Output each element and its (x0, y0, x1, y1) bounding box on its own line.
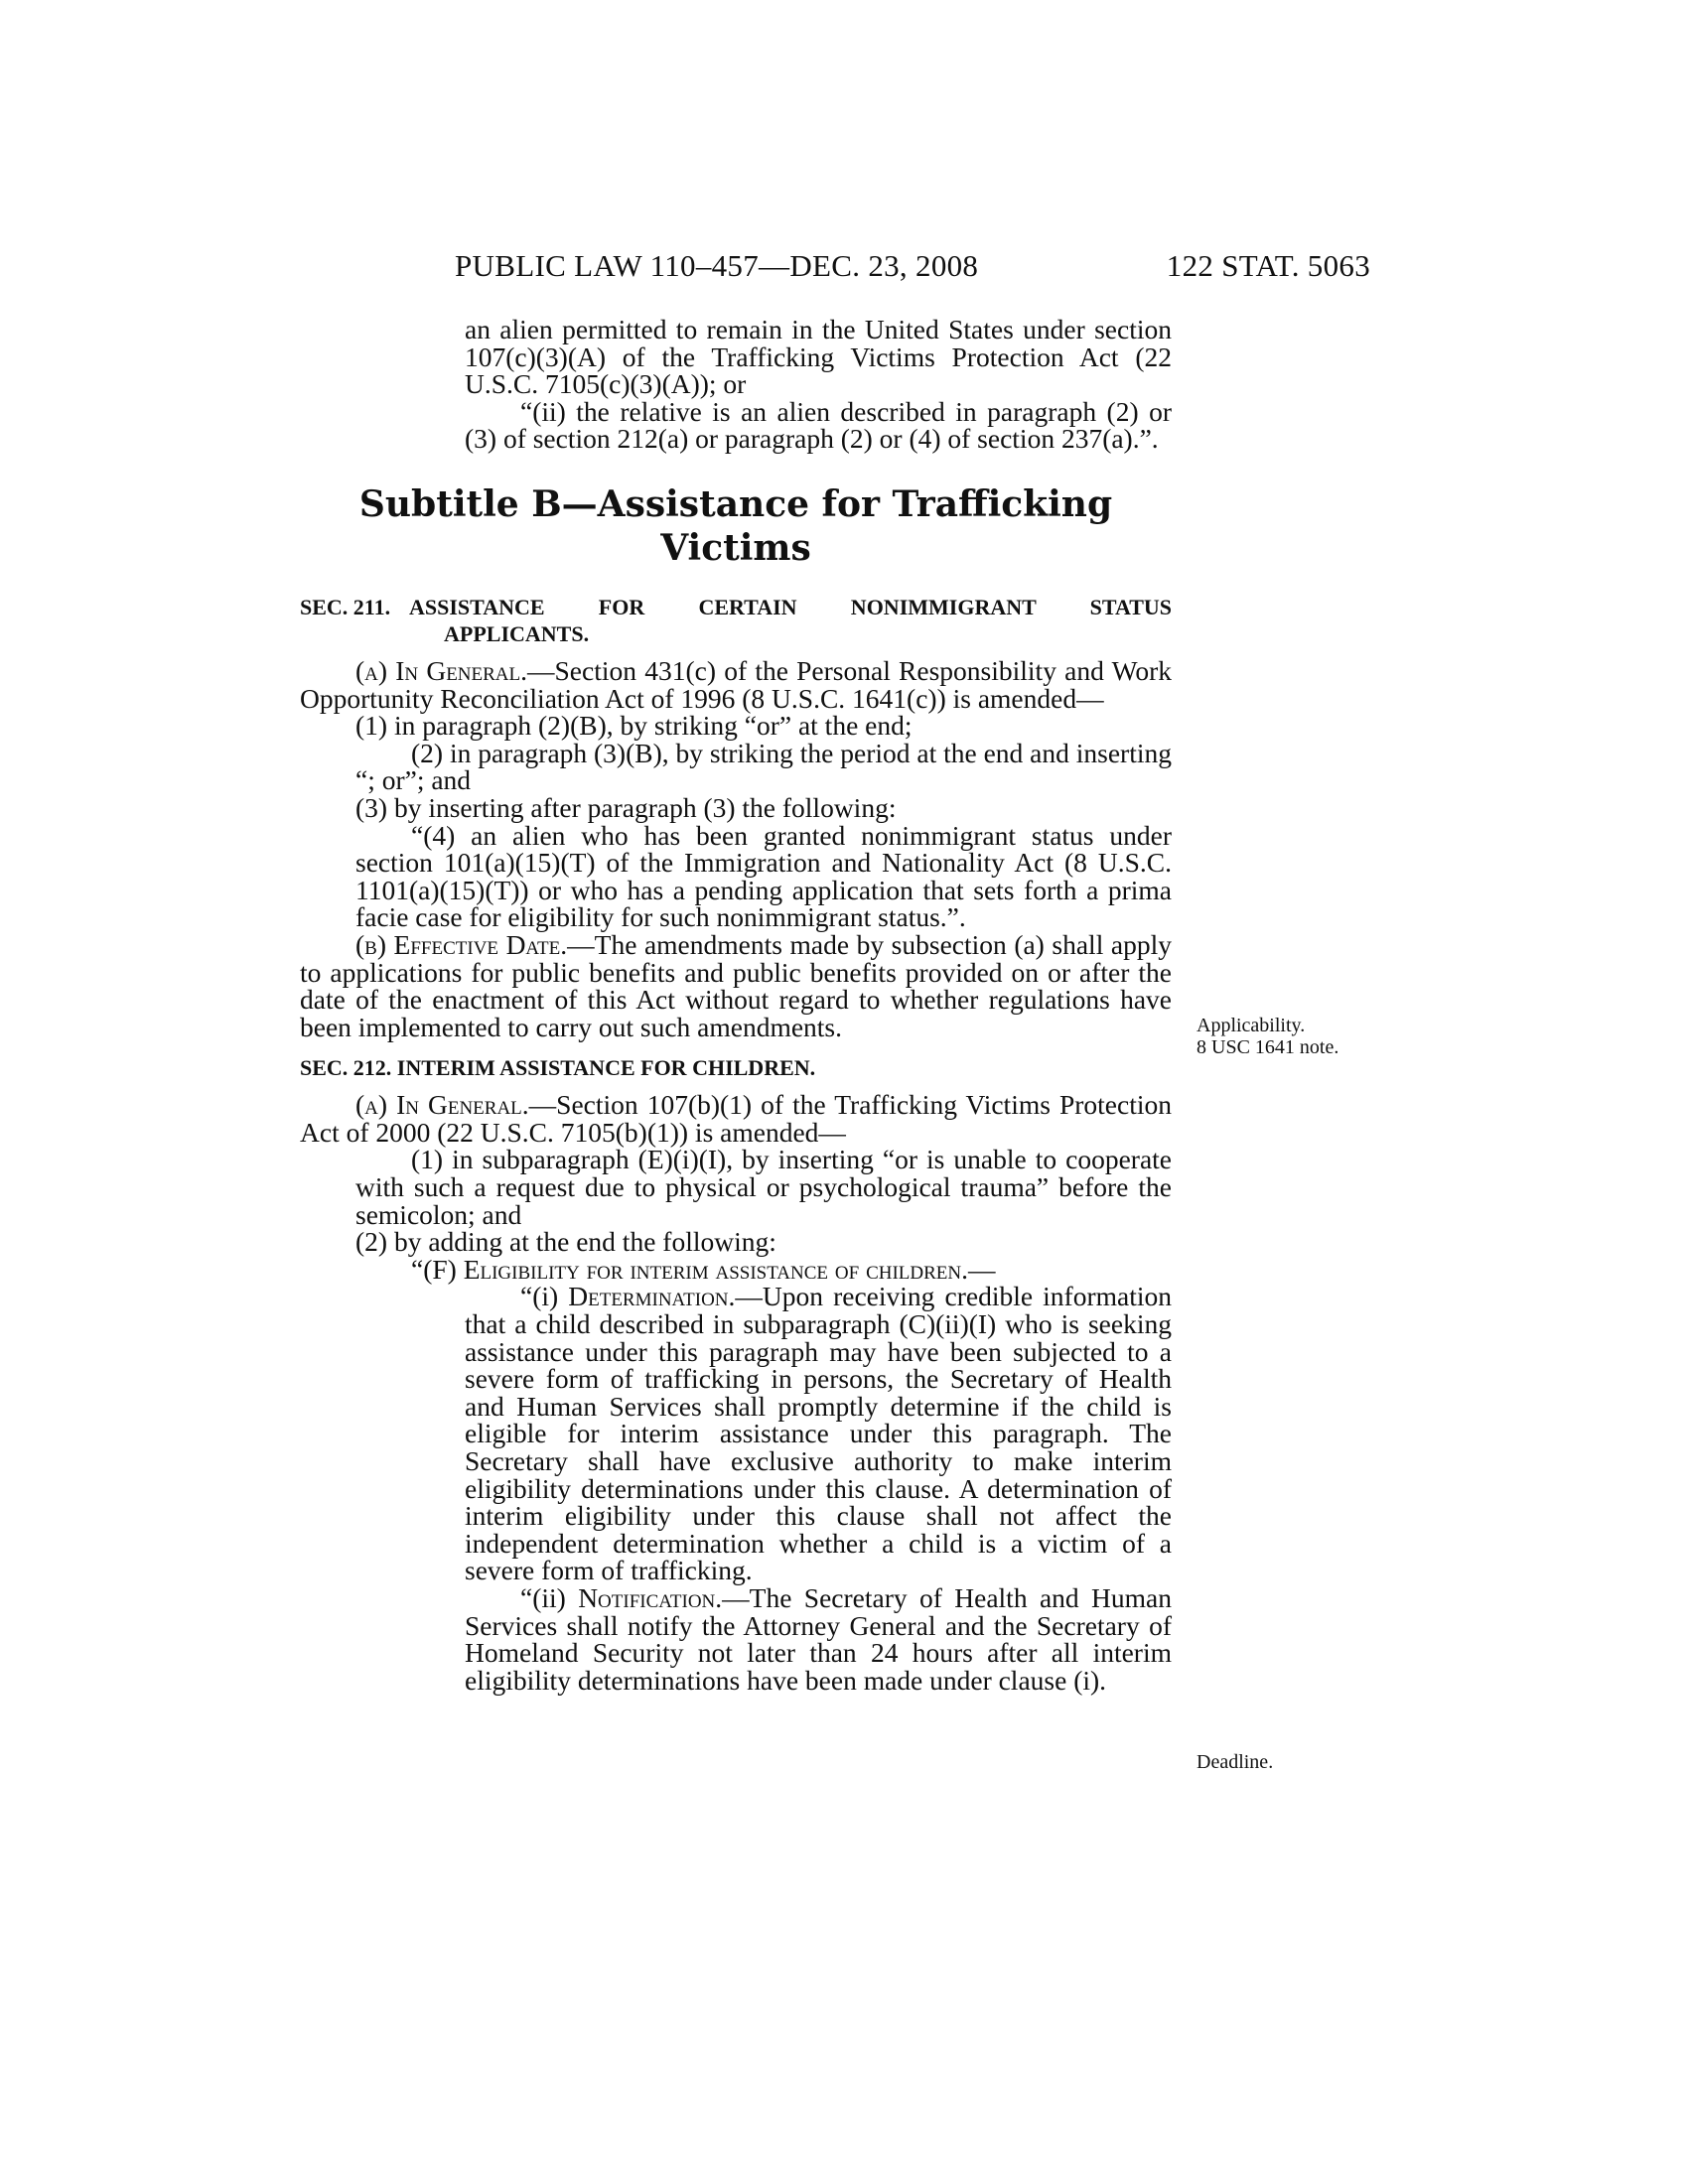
section-211-a-text: —Section 431(c) of the Personal Responsibility and Work Opportunity Reconciliation Act of 1996 (8 U.S.C. 1641(c)) is amended— (300, 654, 1172, 714)
clause-ii-lead: “(ii) (520, 1581, 579, 1613)
section-211-label: SEC. 211. (300, 594, 391, 619)
section-211-b-text: —The amendments made by subsection (a) shall apply to applications for public benefits and public benefits provided on or after the date of the enactment of this Act without regard to whether regulations have been implemented to carry out such amendments. (300, 928, 1172, 1042)
section-212-F (355, 1253, 1172, 1285)
section-211-b (300, 928, 1172, 1042)
clause-i-heading: Determination. (568, 1281, 736, 1312)
section-211-title-cont: APPLICANTS. (444, 620, 590, 646)
section-212-a-2: (2) by adding at the end the following: (355, 1226, 776, 1258)
section-212-F-ii (465, 1581, 1172, 1696)
section-211-a-heading: (a) In General. (355, 654, 528, 686)
clause-i-lead: “(i) (520, 1281, 569, 1312)
section-212-F-dash: — (968, 1253, 996, 1285)
section-211-a-1: (1) in paragraph (2)(B), by striking “or” at the end; (355, 710, 913, 742)
paragraph-clause-ii: “(ii) the relative is an alien described in paragraph (2) or (3) of section 212(a) or paragraph (2) or (4) of section 237(a).”. (465, 395, 1172, 455)
clause-i-text: —Upon receiving credible information that a child described in subparagraph (C)(ii)(I) who is seeking assistance under this paragraph may have been subjected to a severe form of trafficking in persons, the Secretary of Health and Human Services shall promptly determine if the child is eligible for interim assistance under this paragraph. The Secretary shall have exclusive authority to make interim eligibility determinations under this clause. A determination of interim eligibility under this clause shall not affect the independent determination whether a child is a victim of a severe form of trafficking. (465, 1281, 1172, 1586)
section-211-a-4: “(4) an alien who has been granted nonimmigrant status under section 101(a)(15)(T) of the Immigration and Nationality Act (8 U.S.C. 1101(a)(15)(T)) or who has a pending application that sets forth a prima facie case for eligibility for such nonimmigrant status.”. (355, 819, 1172, 933)
paragraph-continuation: an alien permitted to remain in the United States under section 107(c)(3)(A) of the Trafficking Victims Protection Act (22 U.S.C. 7105(c)(3)(A)); or (465, 314, 1172, 400)
document-body (300, 316, 1172, 1694)
margin-note-applicability (1196, 1015, 1338, 1058)
section-212-a-heading: (a) In General. (355, 1089, 529, 1121)
section-212-F-heading: “(F) Eligibility for interim assistance of children. (411, 1253, 968, 1285)
margin-note-applicability-line1: Applicability. (1196, 1015, 1306, 1036)
section-211-heading (300, 594, 1172, 647)
section-211-a-3: (3) by inserting after paragraph (3) the following: (355, 791, 897, 823)
section-212-heading: SEC. 212. INTERIM ASSISTANCE FOR CHILDREN. (300, 1055, 816, 1081)
section-211-a-2: (2) in paragraph (3)(B), by striking the period at the end and inserting “; or”; and (355, 737, 1172, 796)
running-header-right: 122 STAT. 5063 (1166, 248, 1370, 283)
subtitle-heading: Subtitle B—Assistance for Trafficking Victims (358, 482, 1113, 569)
clause-ii-heading: Notification. (578, 1581, 723, 1613)
section-212-a-1: (1) in subparagraph (E)(i)(I), by inserting “or is unable to cooperate with such a request due to physical or psychological trauma” before the semicolon; and (355, 1144, 1172, 1230)
clause-ii-text: —The Secretary of Health and Human Services shall notify the Attorney General and the Secretary of Homeland Security not later than 24 hours after all interim eligibility determinations have been made under clause (i). (465, 1581, 1172, 1696)
section-211-a (300, 654, 1172, 714)
section-212-F-i (465, 1283, 1172, 1584)
section-212-a (300, 1091, 1172, 1146)
running-header-left: PUBLIC LAW 110–457—DEC. 23, 2008 (455, 248, 979, 283)
section-212-a-text: —Section 107(b)(1) of the Trafficking Victims Protection Act of 2000 (22 U.S.C. 7105(b)(1)) is amended— (300, 1089, 1172, 1148)
margin-note-applicability-line2: 8 USC 1641 note. (1196, 1036, 1339, 1058)
section-211-title: ASSISTANCE FOR CERTAIN NONIMMIGRANT STATUS (409, 594, 1172, 619)
margin-note-deadline: Deadline. (1196, 1751, 1274, 1773)
section-211-b-heading: (b) Effective Date. (355, 928, 568, 960)
